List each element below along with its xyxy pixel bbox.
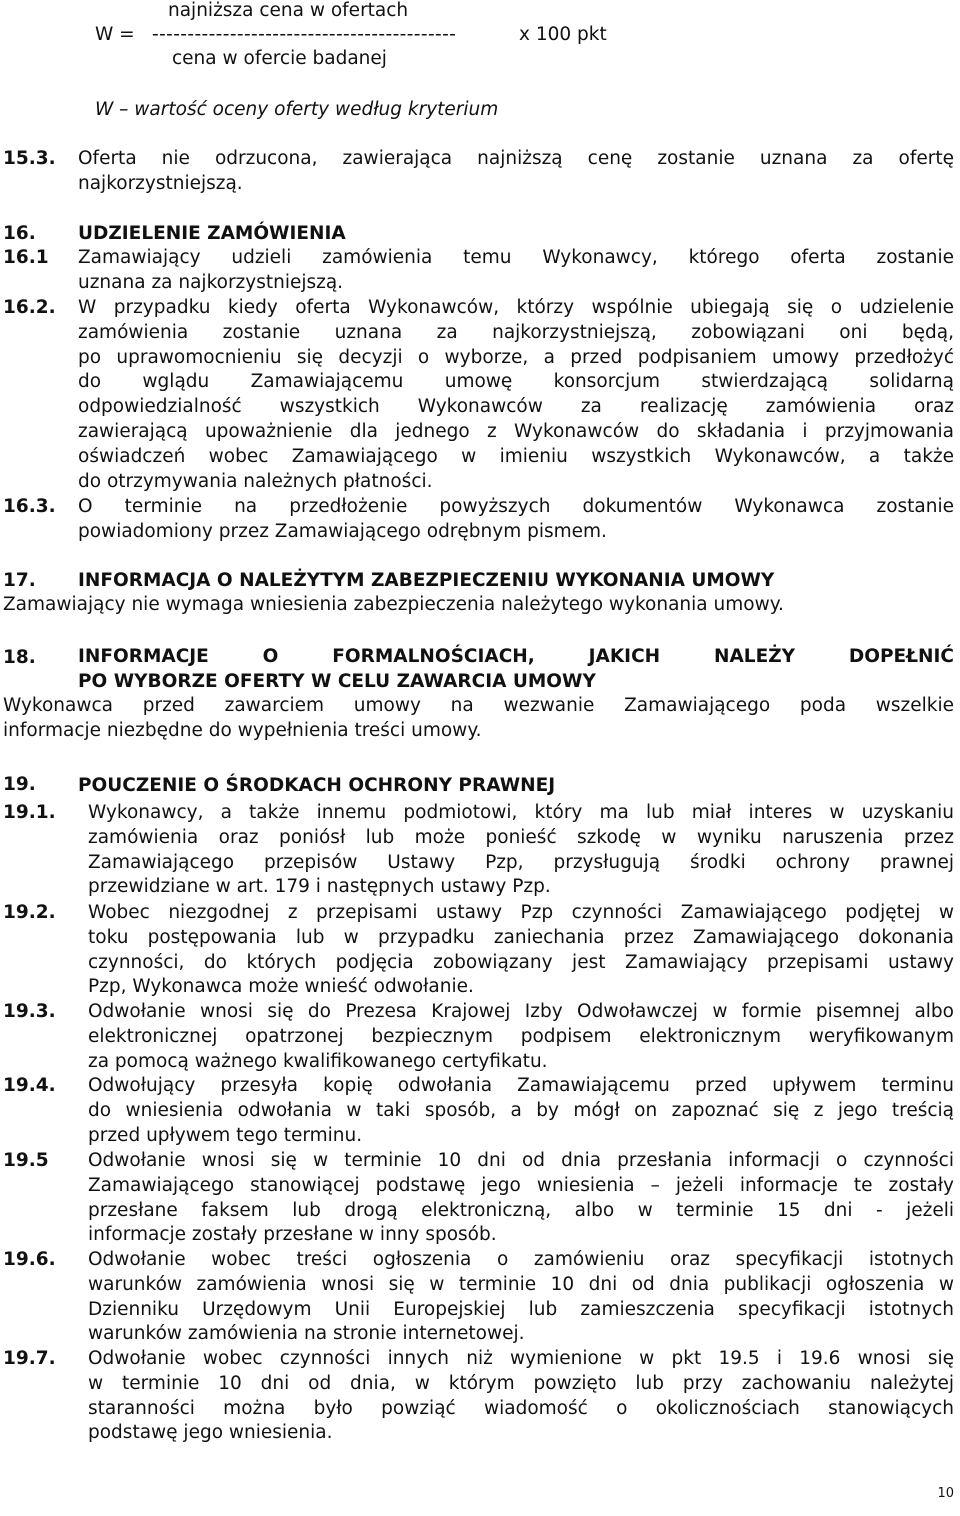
paragraph-line: Zamawiającego stanowiącej podstawę jego wniesienia – jeżeli informacje te zostały	[88, 1174, 954, 1196]
paragraph-line: zawierającą upoważnienie dla jednego z Wykonawców do składania i przyjmowania	[78, 420, 954, 442]
paragraph-line: informacje zostały przesłane w inny sposób.	[88, 1224, 497, 1246]
paragraph-number: 19.3.	[3, 1001, 56, 1022]
paragraph-15-3	[78, 147, 954, 197]
section-number: 19.	[3, 774, 36, 795]
paragraph-line: najkorzystniejszą.	[78, 172, 243, 194]
paragraph-number: 19.4.	[3, 1075, 56, 1096]
paragraph-line: informacje niezbędne do wypełnienia treści umowy.	[3, 719, 482, 741]
paragraph-line: za pomocą ważnego kwalifikowanego certyfikatu.	[88, 1050, 548, 1072]
paragraph-line: przed upływem tego terminu.	[88, 1124, 363, 1146]
section-title: POUCZENIE O ŚRODKACH OCHRONY PRAWNEJ	[78, 775, 556, 796]
paragraph-19-2	[88, 901, 954, 1000]
paragraph-line: Wykonawcy, a także innemu podmiotowi, który ma lub miał interes w uzyskaniu	[88, 802, 954, 823]
section-number: 18.	[3, 647, 36, 668]
paragraph-line: toku postępowania lub w przypadku zaniechania przez Zamawiającego dokonania	[88, 926, 954, 948]
paragraph-line: zamówienia zostanie uznana za najkorzystniejszą, zobowiązani oni będą,	[78, 321, 954, 343]
paragraph-line: Wykonawca przed zawarciem umowy na wezwanie Zamawiającego poda wszelkie	[3, 695, 954, 716]
paragraph-line: czynności, do których podjęcia zobowiązany jest Zamawiający przepisami ustawy	[88, 951, 954, 973]
paragraph-line: elektronicznej opatrzonej bezpiecznym podpisem elektronicznym weryfikowanym	[88, 1025, 954, 1047]
paragraph-line: do wniesienia odwołania w taki sposób, a by mógł on zapoznać się z jego treścią	[88, 1099, 954, 1121]
paragraph-number: 19.6.	[3, 1249, 56, 1270]
paragraph-line: Pzp, Wykonawca może wnieść odwołanie.	[88, 976, 474, 998]
paragraph-line: w terminie 10 dni od dnia, w którym powzięto lub przy zachowaniu należytej	[88, 1372, 954, 1394]
paragraph-number: 16.1	[3, 247, 49, 268]
section-title	[78, 645, 954, 695]
formula-lhs: W =	[95, 24, 135, 45]
section-title: INFORMACJA O NALEŻYTYM ZABEZPIECZENIU WYKONANIA UMOWY	[78, 570, 775, 591]
paragraph-19-3	[88, 1000, 954, 1074]
paragraph-16-3	[78, 495, 954, 545]
paragraph-line: Wobec niezgodnej z przepisami ustawy Pzp czynności Zamawiającego podjętej w	[88, 902, 954, 923]
paragraph-line: uznana za najkorzystniejszą.	[78, 271, 344, 293]
paragraph-line: oświadczeń wobec Zamawiającego w imieniu wszystkich Wykonawców, a także	[78, 445, 954, 467]
paragraph-19-1	[88, 801, 954, 900]
paragraph-19-5	[88, 1149, 954, 1248]
paragraph-line: Zamawiającego przepisów Ustawy Pzp, przysługują środki ochrony prawnej	[88, 851, 954, 873]
paragraph-number: 16.2.	[3, 297, 56, 318]
paragraph-line: Dzienniku Urzędowym Unii Europejskiej lub zamieszczenia specyfikacji istotnych	[88, 1298, 954, 1320]
paragraph-line: Odwołanie wobec czynności innych niż wymienione w pkt 19.5 i 19.6 wnosi się	[88, 1348, 954, 1369]
paragraph-line: warunków zamówienia wnosi się w terminie 10 dni od dnia publikacji ogłoszenia w	[88, 1273, 954, 1295]
section-number: 17.	[3, 570, 36, 591]
paragraph-16-1	[78, 246, 954, 296]
paragraph-number: 15.3.	[3, 148, 56, 169]
paragraph-number: 19.2.	[3, 902, 56, 923]
paragraph-19-7	[88, 1347, 954, 1446]
section-title: UDZIELENIE ZAMÓWIENIA	[78, 223, 346, 244]
formula-fraction-line: -------------------------------------------	[152, 24, 457, 45]
paragraph-19-6	[88, 1248, 954, 1347]
paragraph-line: przesłane faksem lub drogą elektroniczną, albo w terminie 15 dni - jeżeli	[88, 1199, 954, 1221]
paragraph-line: Odwołanie wnosi się do Prezesa Krajowej Izby Odwoławczej w formie pisemnej albo	[88, 1001, 954, 1022]
paragraph-19-4	[88, 1074, 954, 1148]
page-number: 10	[937, 1486, 954, 1501]
paragraph-line: warunków zamówienia na stronie internetowej.	[88, 1323, 525, 1345]
paragraph-line: do wglądu Zamawiającemu umowę konsorcjum stwierdzającą solidarną	[78, 371, 954, 393]
section-title-line: INFORMACJE O FORMALNOŚCIACH, JAKICH NALEŻY DOPEŁNIĆ	[78, 646, 954, 667]
formula-numerator: najniższa cena w ofertach	[168, 0, 409, 21]
formula-legend: W – wartość oceny oferty według kryterium	[95, 99, 499, 120]
paragraph-line: odpowiedzialność wszystkich Wykonawców za realizację zamówienia oraz	[78, 396, 954, 418]
paragraph-line: powiadomiony przez Zamawiającego odrębnym pismem.	[78, 520, 607, 542]
paragraph-line: podstawę jego wniesienia.	[88, 1422, 333, 1444]
section-number: 16.	[3, 223, 36, 244]
paragraph-number: 19.1.	[3, 802, 56, 823]
section-title-line: PO WYBORZE OFERTY W CELU ZAWARCIA UMOWY	[78, 670, 596, 692]
paragraph-16-2	[78, 296, 954, 494]
paragraph-number: 16.3.	[3, 496, 56, 517]
paragraph-number: 19.7.	[3, 1348, 56, 1369]
paragraph-line: Zamawiający udzieli zamówienia temu Wykonawcy, którego oferta zostanie	[78, 247, 954, 268]
paragraph-line: O terminie na przedłożenie powyższych dokumentów Wykonawca zostanie	[78, 496, 954, 517]
paragraph-number: 19.5	[3, 1150, 49, 1171]
formula-multiplier: x 100 pkt	[519, 24, 607, 45]
paragraph-line: przewidziane w art. 179 i następnych ustawy Pzp.	[88, 876, 551, 898]
paragraph-line: po uprawomocnieniu się decyzji o wyborze, a przed podpisaniem umowy przedłożyć	[78, 346, 954, 368]
paragraph-line: do otrzymywania należnych płatności.	[78, 470, 433, 492]
paragraph-line: staranności można było powziąć wiadomość o okolicznościach stanowiących	[88, 1397, 954, 1419]
paragraph-line: Oferta nie odrzucona, zawierająca najniższą cenę zostanie uznana za ofertę	[78, 148, 954, 169]
paragraph-line: zamówienia oraz poniósł lub może ponieść szkodę w wyniku naruszenia przez	[88, 826, 954, 848]
formula-denominator: cena w ofercie badanej	[172, 48, 387, 69]
section-body: Zamawiający nie wymaga wniesienia zabezpieczenia należytego wykonania umowy.	[3, 594, 784, 615]
paragraph-line: Odwołanie wobec treści ogłoszenia o zamówieniu oraz specyfikacji istotnych	[88, 1249, 954, 1270]
paragraph-line: Odwołanie wnosi się w terminie 10 dni od dnia przesłania informacji o czynności	[88, 1150, 954, 1171]
section-body	[3, 694, 954, 744]
paragraph-line: W przypadku kiedy oferta Wykonawców, którzy wspólnie ubiegają się o udzielenie	[78, 297, 954, 318]
paragraph-line: Odwołujący przesyła kopię odwołania Zamawiającemu przed upływem terminu	[88, 1075, 954, 1096]
